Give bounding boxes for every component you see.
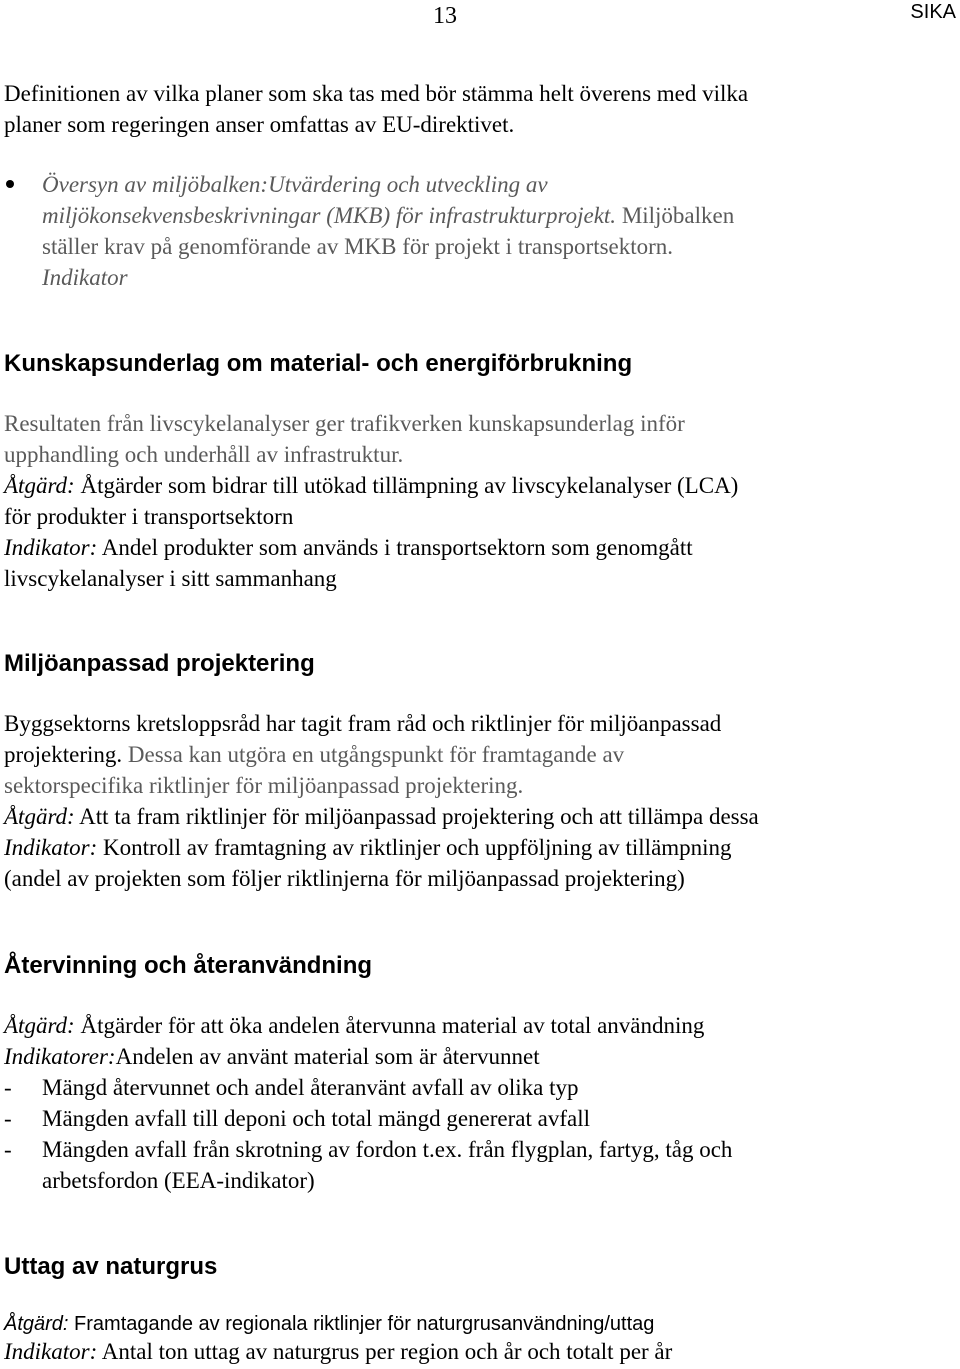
section-heading: Återvinning och återanvändning — [4, 952, 373, 979]
section-heading: Miljöanpassad projektering — [4, 650, 315, 677]
atgard-line — [4, 803, 759, 831]
body-line: upphandling och underhåll av infrastruktur. — [4, 442, 404, 467]
atgard-cont: för produkter i transportsektorn — [4, 504, 294, 529]
indikator-label: Indikatorer: — [4, 1044, 116, 1069]
body-line: Byggsektorns kretsloppsråd har tagit fram råd och riktlinjer för miljöanpassad — [4, 711, 722, 736]
atgard-text: Framtagande av regionala riktlinjer för naturgrusanvändning/uttag — [68, 1313, 655, 1335]
body-line: Resultaten från livscykelanalyser ger trafikverken kunskapsunderlag inför — [4, 411, 685, 436]
atgard-text: Åtgärder som bidrar till utökad tillämpning av livscykelanalyser (LCA) — [74, 473, 739, 498]
dash-marker: - — [4, 1106, 12, 1131]
list-item: Mängden avfall till deponi och total mängd genererat avfall — [42, 1106, 590, 1131]
atgard-line — [4, 1310, 654, 1338]
body-line: sektorspecifika riktlinjer för miljöanpassad projektering. — [4, 773, 524, 798]
atgard-line — [4, 472, 738, 500]
atgard-line — [4, 1012, 704, 1040]
bullet-title-cont: miljökonsekvensbeskrivningar (MKB) för infrastrukturprojekt. — [42, 203, 617, 228]
body-text: projektering. — [4, 742, 123, 767]
indikator-line — [4, 1338, 672, 1366]
indikator-label: Indikator: — [4, 1339, 98, 1364]
indikator-label: Indikator: — [4, 835, 98, 860]
indikator-text: Antal ton uttag av naturgrus per region och år och totalt per år — [97, 1339, 673, 1364]
brand-label: SIKA — [910, 1, 956, 23]
atgard-label: Åtgärd: — [4, 1313, 69, 1335]
atgard-label: Åtgärd: — [4, 804, 75, 829]
list-item: Mängd återvunnet och andel återanvänt avfall av olika typ — [42, 1075, 579, 1100]
body-text-gray: Dessa kan utgöra en utgångspunkt för framtagande av — [122, 742, 625, 767]
section-heading: Kunskapsunderlag om material- och energiförbrukning — [4, 350, 633, 377]
indikator-line — [4, 1043, 540, 1071]
indikator-text: Andelen av använt material som är återvunnet — [115, 1044, 540, 1069]
atgard-label: Åtgärd: — [4, 473, 75, 498]
bullet-text: Miljöbalken — [616, 203, 735, 228]
atgard-text: Att ta fram riktlinjer för miljöanpassad projektering och att tillämpa dessa — [74, 804, 759, 829]
bullet-indicator: Indikator — [42, 265, 128, 290]
body-line — [4, 741, 624, 769]
bullet-line: ställer krav på genomförande av MKB för projekt i transportsektorn. — [42, 234, 674, 259]
indikator-line — [4, 534, 693, 562]
bullet-title: Översyn av miljöbalken:Utvärdering och utveckling av — [42, 172, 548, 197]
bullet-icon — [6, 180, 14, 188]
intro-line: Definitionen av vilka planer som ska tas med bör stämma helt överens med vilka — [4, 81, 749, 106]
page-number: 13 — [433, 3, 457, 29]
dash-marker: - — [4, 1137, 12, 1162]
atgard-label: Åtgärd: — [4, 1013, 75, 1038]
bullet-line — [42, 202, 734, 230]
dash-marker: - — [4, 1075, 12, 1100]
list-item: Mängden avfall från skrotning av fordon t.ex. från flygplan, fartyg, tåg och — [42, 1137, 733, 1162]
indikator-text: Kontroll av framtagning av riktlinjer och uppföljning av tillämpning — [97, 835, 732, 860]
indikator-cont: livscykelanalyser i sitt sammanhang — [4, 566, 337, 591]
intro-line: planer som regeringen anser omfattas av EU-direktivet. — [4, 112, 515, 137]
list-item-cont: arbetsfordon (EEA-indikator) — [42, 1168, 315, 1193]
indikator-label: Indikator: — [4, 535, 98, 560]
section-heading: Uttag av naturgrus — [4, 1253, 218, 1280]
indikator-line — [4, 834, 732, 862]
atgard-text: Åtgärder för att öka andelen återvunna material av total användning — [74, 1013, 705, 1038]
indikator-cont: (andel av projekten som följer riktlinjerna för miljöanpassad projektering) — [4, 866, 685, 891]
indikator-text: Andel produkter som används i transportsektorn som genomgått — [97, 535, 693, 560]
